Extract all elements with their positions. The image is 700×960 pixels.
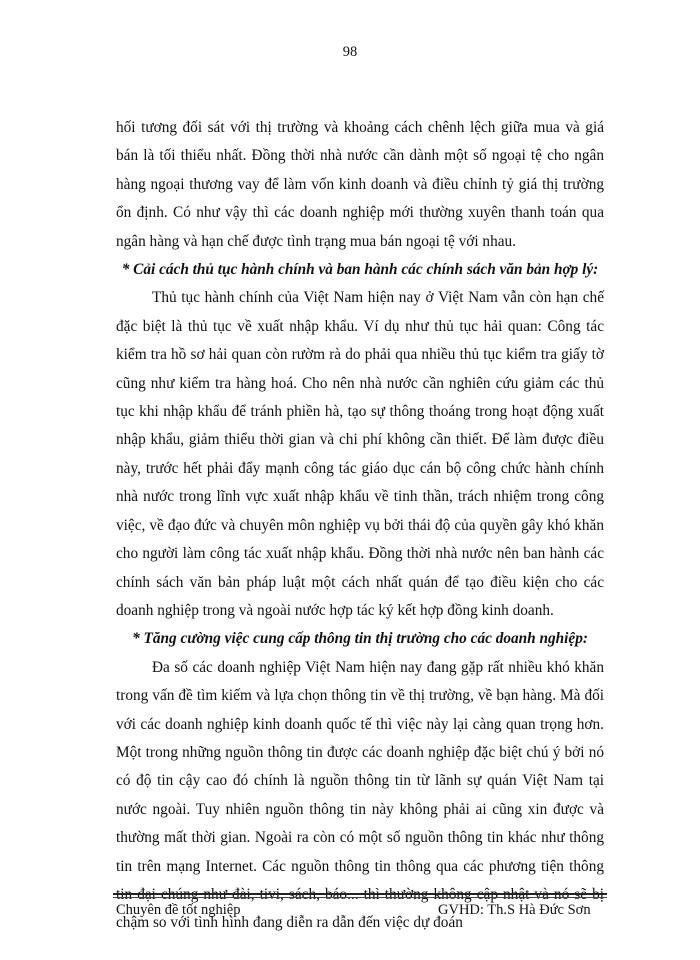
page-number: 98	[342, 44, 358, 60]
body-text	[116, 114, 604, 938]
paragraph-continuation: hối tương đối sát với thị trường và khoảng cách chênh lệch giữa mua và giá bán là tối thiểu nhất. Đồng thời nhà nước cần dành một số ngoại tệ cho ngân hàng ngoại thương vay để làm vốn kinh doanh và điều chỉnh tỷ giá thị trường ổn định. Có như vậy thì các doanh nghiệp mới thường xuyên thanh toán qua ngân hàng và hạn chế được tình trạng mua bán ngoại tệ với nhau.	[116, 119, 604, 250]
footer-thesis-label: Chuyên đề tốt nghiệp	[116, 902, 241, 918]
paragraph-market-information: Đa số các doanh nghiệp Việt Nam hiện nay đang gặp rất nhiều khó khăn trong vấn đề tìm kiếm và lựa chọn thông tin về thị trường, về bạn hàng. Mà đối với các doanh nghiệp kinh doanh quốc tế thì việc này lại càng quan trọng hơn. Một trong những nguồn thông tin được các doanh nghiệp đặc biệt chú ý bởi nó có độ tin cậy cao đó chính là nguồn thông tin từ lãnh sự quán Việt Nam tại nước ngoài. Tuy nhiên nguồn thông tin này không phải ai cũng xin được và thường mất thời gian. Ngoài ra còn có một số nguồn thông tin khác như thông tin trên mạng Internet. Các nguồn thông tin thông qua các phương tiện thông tin đại chúng như đài, tivi, sách, báo... thì thường không cập nhật và nó sẽ bị chậm so với tình hình đang diễn ra dẫn đến việc dự đoán	[116, 658, 604, 932]
footer-divider-thin	[113, 897, 607, 898]
footer-divider-thick	[113, 893, 607, 895]
paragraph-administrative-procedures: Thủ tục hành chính của Việt Nam hiện nay ở Việt Nam vẫn còn hạn chế đặc biệt là thủ tục về xuất nhập khẩu. Ví dụ như thủ tục hải quan: Công tác kiểm tra hồ sơ hải quan còn rườm rà do phải qua nhiều thủ tục kiểm tra giấy tờ cũng như kiểm tra hàng hoá. Cho nên nhà nước cần nghiên cứu giảm các thủ tục khi nhập khẩu để tránh phiền hà, tạo sự thông thoáng trong hoạt động xuất nhập khẩu, giảm thiểu thời gian và chi phí không cần thiết. Để làm được điều này, trước hết phải đẩy mạnh công tác giáo dục cán bộ công chức hành chính nhà nước trong lĩnh vực xuất nhập khẩu về tinh thần, trách nhiệm trong công việc, về đạo đức và chuyên môn nghiệp vụ bởi thái độ của quyền gây khó khăn cho người làm công tác xuất nhập khẩu. Đồng thời nhà nước nên ban hành các chính sách văn bản pháp luật một cách nhất quán để tạo điều kiện cho các doanh nghiệp trong và ngoài nước hợp tác ký kết hợp đồng kinh doanh.	[116, 289, 604, 619]
footer-supervisor: GVHD: Th.S Hà Đức Sơn	[438, 902, 591, 918]
section-heading-market-information: * Tăng cường việc cung cấp thông tin thị trường cho các doanh nghiệp:	[132, 630, 588, 648]
section-heading-administrative-reform: * Cải cách thủ tục hành chính và ban hành các chính sách văn bản hợp lý:	[121, 261, 599, 279]
